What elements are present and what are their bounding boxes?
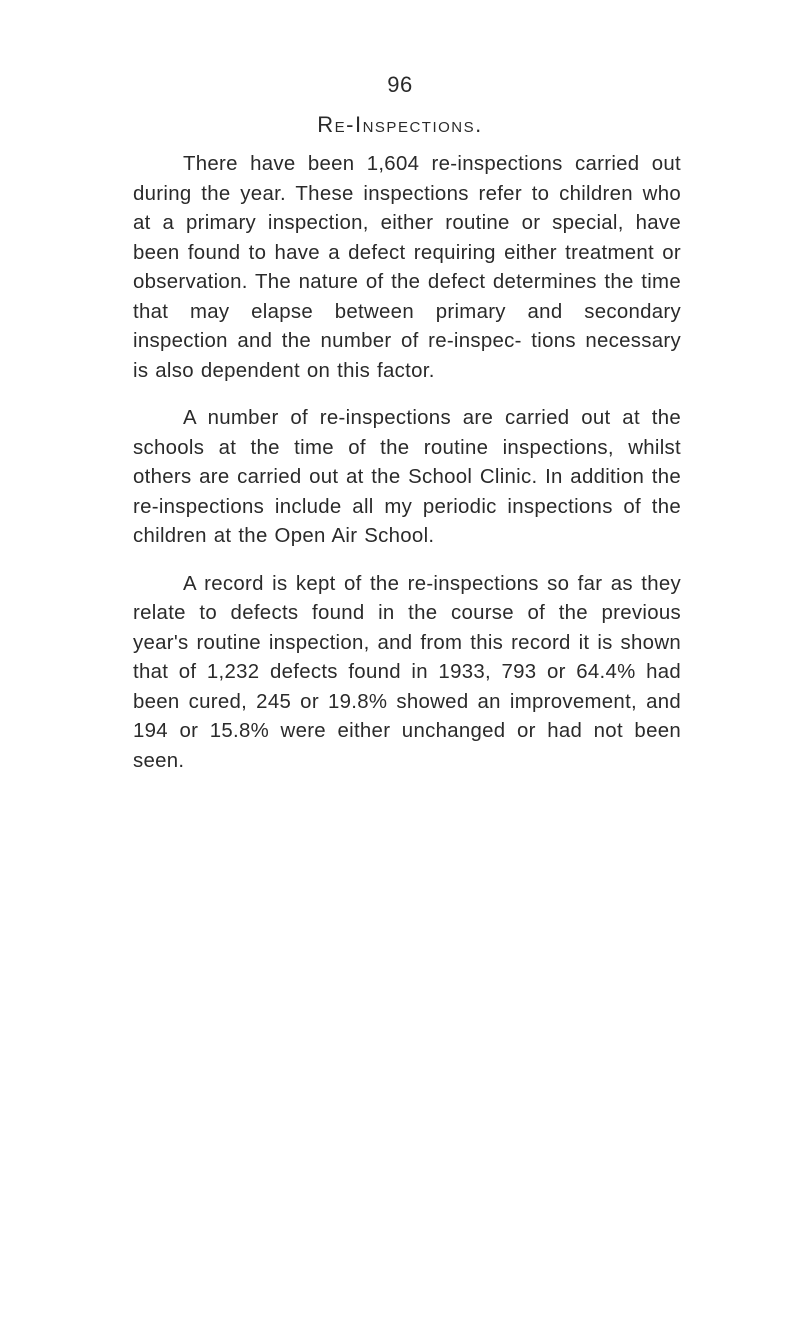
paragraph-2: A number of re-inspections are carried out at the schools at the time of the routine inspections, whilst others are carried out at the School Clinic. In addition the re-inspections include all my periodic inspections of the children at the Open Air School. [133,407,681,547]
page-number: 96 [387,72,413,97]
paragraph-1: There have been 1,604 re-inspections carried out during the year. These inspections refer to children who at a primary inspection, either routine or special, have been found to have a defect requiring either treatment or observation. The nature of the defect determines the time that may elapse between primary and secondary inspection and the number of re-inspec- tions necessary is also dependent on this factor. [133,153,681,382]
paragraph-3: A record is kept of the re-inspections so far as they relate to defects found in the course of the previous year's routine inspection, and from this record it is shown that of 1,232 defects found in 1933, 793 or 64.4% had been cured, 245 or 19.8% showed an improvement, and 194 or 15.8% were either unchanged or had not been seen. [133,572,681,772]
section-heading: Re-Inspections. [317,112,483,137]
body-text [133,150,681,794]
